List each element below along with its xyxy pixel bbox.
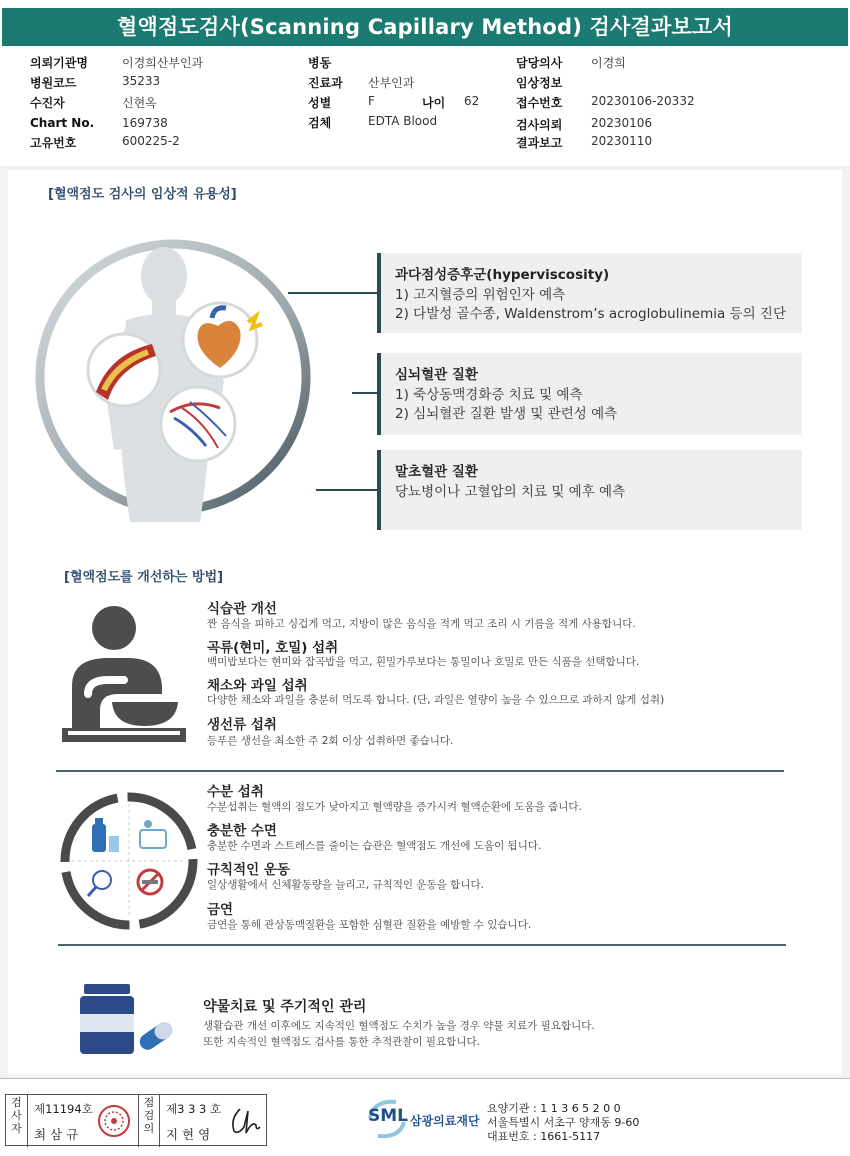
info-value: F [368,94,375,108]
info-label: 검체 [308,116,332,130]
examiner-number: 제11194호 [34,1102,93,1116]
artery-icon [88,334,160,406]
usefulness-line: 2) 다발성 골수종, Waldenstrom’s acroglobulinemia 등의 진단 [395,306,787,322]
care-institution-code: 요양기관 : 1 1 3 6 5 2 0 0 [487,1102,621,1115]
usefulness-box-hyperviscosity [377,253,802,333]
info-value: 20230106 [591,116,653,130]
lifestyle-item-desc: 금연을 통해 관상동맥질환을 포함한 심혈관 질환을 예방할 수 있습니다. [207,919,532,931]
info-value: 600225-2 [122,134,180,148]
lifestyle-item-desc: 일상생활에서 신체활동량을 늘리고, 규칙적인 운동을 합니다. [207,879,484,891]
usefulness-title: 말초혈관 질환 [395,464,478,480]
phone-number: 대표번호 : 1661-5117 [487,1130,601,1143]
info-value: 이경희산부인과 [122,56,204,70]
no-smoking-icon [138,870,162,894]
verifier-signature-icon [226,1103,264,1139]
examiner-name: 최 삼 규 [34,1127,79,1142]
lifestyle-item-title: 금연 [207,902,234,918]
usefulness-box-peripheral [377,450,802,530]
diet-item-desc: 백미밥보다는 현미와 잡곡밥을 먹고, 흰밀가루보다는 통밀이나 호밀로 만든 식품을 선택합니다. [207,656,640,668]
diet-item-title: 식습관 개선 [207,601,277,617]
patient-info [30,54,830,154]
diet-item-title: 채소와 과일 섭취 [207,678,308,694]
info-value: 신현옥 [122,96,157,110]
verifier-label: 점검의 [138,1095,160,1147]
examiner-label: 검사자 [6,1095,28,1147]
body-illustration [34,232,354,522]
lifestyle-circle-icon [56,790,202,932]
section-divider [58,944,786,946]
sml-logo-text: SML [368,1106,408,1126]
info-label: 결과보고 [516,136,563,150]
info-label: 병원코드 [30,76,77,90]
info-value: 이경희 [591,56,626,70]
age-label: 나이 [422,96,446,110]
verifier-number: 제3 3 3 호 [166,1102,222,1116]
medicine-title: 약물치료 및 주기적인 관리 [203,999,367,1015]
info-label: 검사의뢰 [516,118,563,132]
info-label: 성별 [308,96,332,110]
water-bottle-icon [92,818,119,852]
signature-box [5,1094,267,1146]
info-label: 접수번호 [516,96,563,110]
info-label: 의뢰기관명 [30,56,88,70]
info-label: 담당의사 [516,56,563,70]
usefulness-title: 심뇌혈관 질환 [395,367,478,383]
diet-item-desc: 짠 음식을 피하고 싱겁게 먹고, 지방이 많은 음식을 적게 먹고 조리 시 기름을 적게 사용합니다. [207,618,636,630]
heart-icon [183,303,262,377]
org-name: 삼광의료재단 [410,1114,480,1128]
usefulness-box-cardio [377,353,802,435]
info-value: 20230106-20332 [591,94,695,108]
medicine-line: 또한 지속적인 혈액점도 검사를 통한 추적관찰이 필요합니다. [203,1036,480,1048]
usefulness-line: 2) 심뇌혈관 질환 발생 및 관련성 예측 [395,406,618,422]
usefulness-line: 당뇨병이나 고혈압의 치료 및 예후 예측 [395,484,626,500]
eating-person-icon [58,602,190,746]
lifestyle-item-title: 규칙적인 운동 [207,862,290,878]
info-label: 진료과 [308,76,343,90]
diet-item-title: 생선류 섭취 [207,717,277,733]
diet-item-desc: 등푸른 생선을 최소한 주 2회 이상 섭취하면 좋습니다. [207,735,454,747]
report-title: 혈액점도검사(Scanning Capillary Method) 검사결과보고서 [2,8,848,46]
section-divider [56,770,784,772]
connector-line [288,292,377,294]
medicine-icon [78,984,178,1056]
info-value: 35233 [122,74,161,88]
footer [0,1086,850,1156]
info-value: 20230110 [591,134,653,148]
connector-line [316,489,377,491]
connector-line [352,392,377,394]
info-label: 고유번호 [30,136,77,150]
usefulness-heading: [혈액점도 검사의 임상적 유용성] [48,187,237,202]
lifestyle-item-desc: 수분섭취는 혈액의 점도가 낮아지고 혈액량을 증가시켜 혈액순환에 도움을 줍니다. [207,801,582,813]
lifestyle-item-desc: 충분한 수면과 스트레스를 줄이는 습관은 혈액점도 개선에 도움이 됩니다. [207,840,542,852]
verifier-name: 지 현 영 [166,1127,211,1142]
usefulness-line: 1) 고지혈증의 위험인자 예측 [395,287,566,303]
info-label: Chart No. [30,116,95,130]
medicine-line: 생활습관 개선 이후에도 지속적인 혈액점도 수치가 높을 경우 약물 치료가 필요합니다. [203,1020,595,1032]
info-label: 수진자 [30,96,65,110]
info-value: EDTA Blood [368,114,438,128]
usefulness-line: 1) 죽상동맥경화증 치료 및 예측 [395,387,583,403]
diet-item-title: 곡류(현미, 호밀) 섭취 [207,640,339,656]
lifestyle-item-title: 충분한 수면 [207,823,277,839]
badminton-icon [88,871,111,896]
footer-divider [0,1078,850,1079]
sleep-icon [140,820,166,848]
address: 서울특별시 서초구 양재동 9-60 [487,1116,640,1129]
lifestyle-item-title: 수분 섭취 [207,784,264,800]
examiner-seal-icon [96,1103,132,1139]
info-value: 산부인과 [368,76,415,90]
info-label: 병동 [308,56,332,70]
brain-vessel-icon [161,387,235,461]
diet-item-desc: 다양한 채소와 과일을 충분히 먹도록 합니다. (단, 과일은 열량이 높을 수 있으므로 과하지 않게 섭취) [207,694,665,706]
usefulness-title: 과다점성증후군(hyperviscosity) [395,267,610,283]
improvement-heading: [혈액점도를 개선하는 방법] [64,570,224,585]
info-value: 169738 [122,116,168,130]
age-value: 62 [464,94,480,108]
info-label: 임상정보 [516,76,563,90]
